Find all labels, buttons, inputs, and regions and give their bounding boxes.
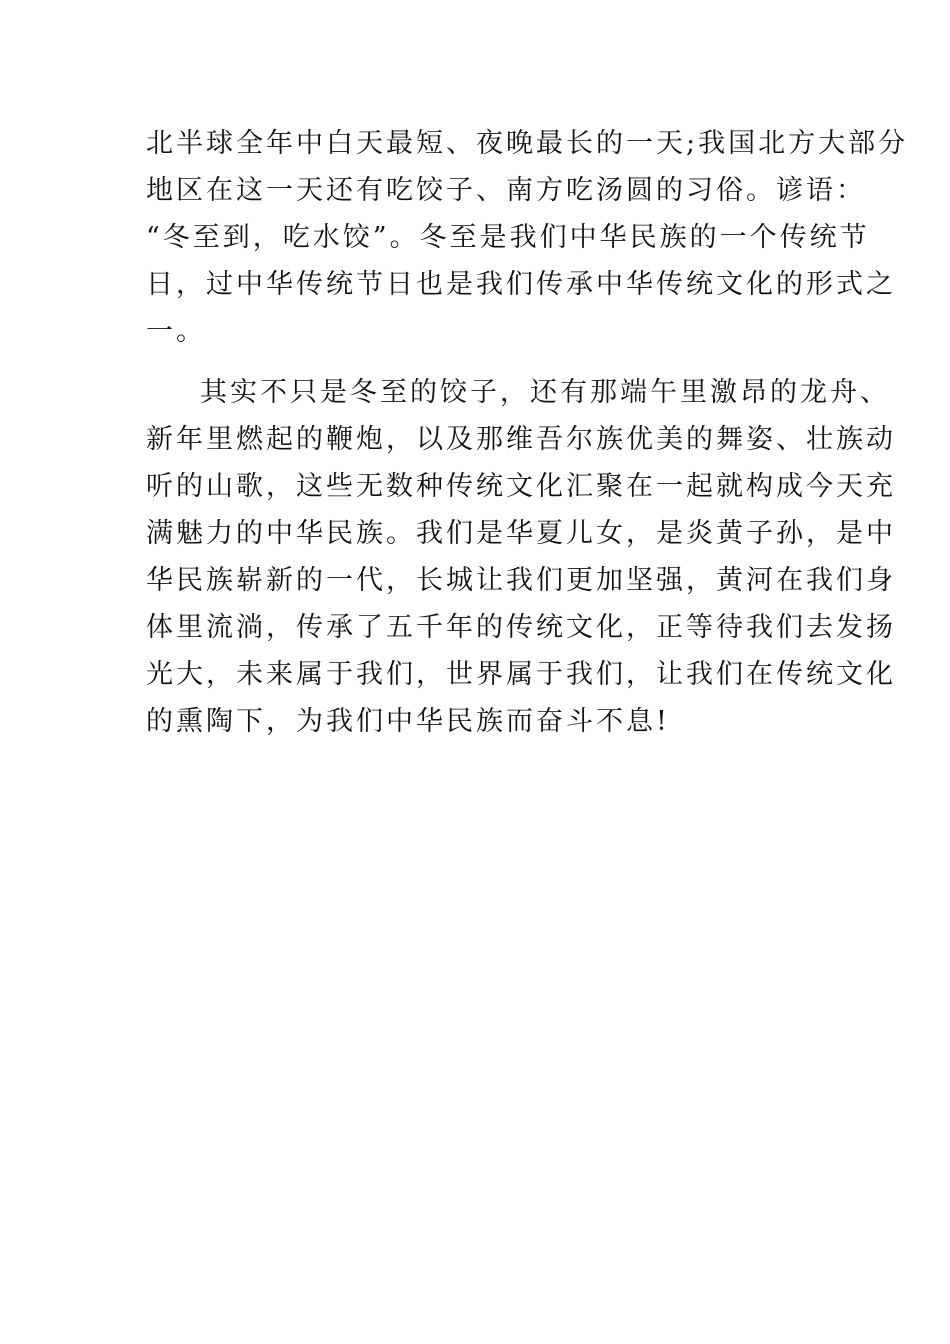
text-line: 一。 (146, 316, 206, 347)
text-line: 其实不只是冬至的饺子，还有那端午里激昂的龙舟、 (200, 377, 890, 408)
text-line: 华民族崭新的一代，长城让我们更加坚强，黄河在我们身 (146, 565, 896, 596)
text-line: 新年里燃起的鞭炮，以及那维吾尔族优美的舞姿、壮族动 (146, 424, 896, 455)
text-line: “冬至到，吃水饺”。冬至是我们中华民族的一个传统节 (146, 222, 870, 253)
text-line: 听的山歌，这些无数种传统文化汇聚在一起就构成今天充 (146, 471, 896, 502)
document-body (146, 120, 909, 745)
paragraph-gap (146, 355, 810, 369)
paragraph-2 (146, 369, 896, 745)
text-line: 满魅力的中华民族。我们是华夏儿女，是炎黄子孙，是中 (146, 518, 896, 549)
text-line: 北半球全年中白天最短、夜晚最长的一天;我国北方大部分 (146, 128, 909, 159)
paragraph-1 (146, 120, 909, 355)
text-line: 日，过中华传统节日也是我们传承中华传统文化的形式之 (146, 269, 896, 300)
text-line: 的熏陶下，为我们中华民族而奋斗不息! (146, 706, 670, 737)
text-line: 光大，未来属于我们，世界属于我们，让我们在传统文化 (146, 659, 896, 690)
text-line: 体里流淌，传承了五千年的传统文化，正等待我们去发扬 (146, 612, 896, 643)
text-line: 地区在这一天还有吃饺子、南方吃汤圆的习俗。谚语： (146, 175, 866, 206)
